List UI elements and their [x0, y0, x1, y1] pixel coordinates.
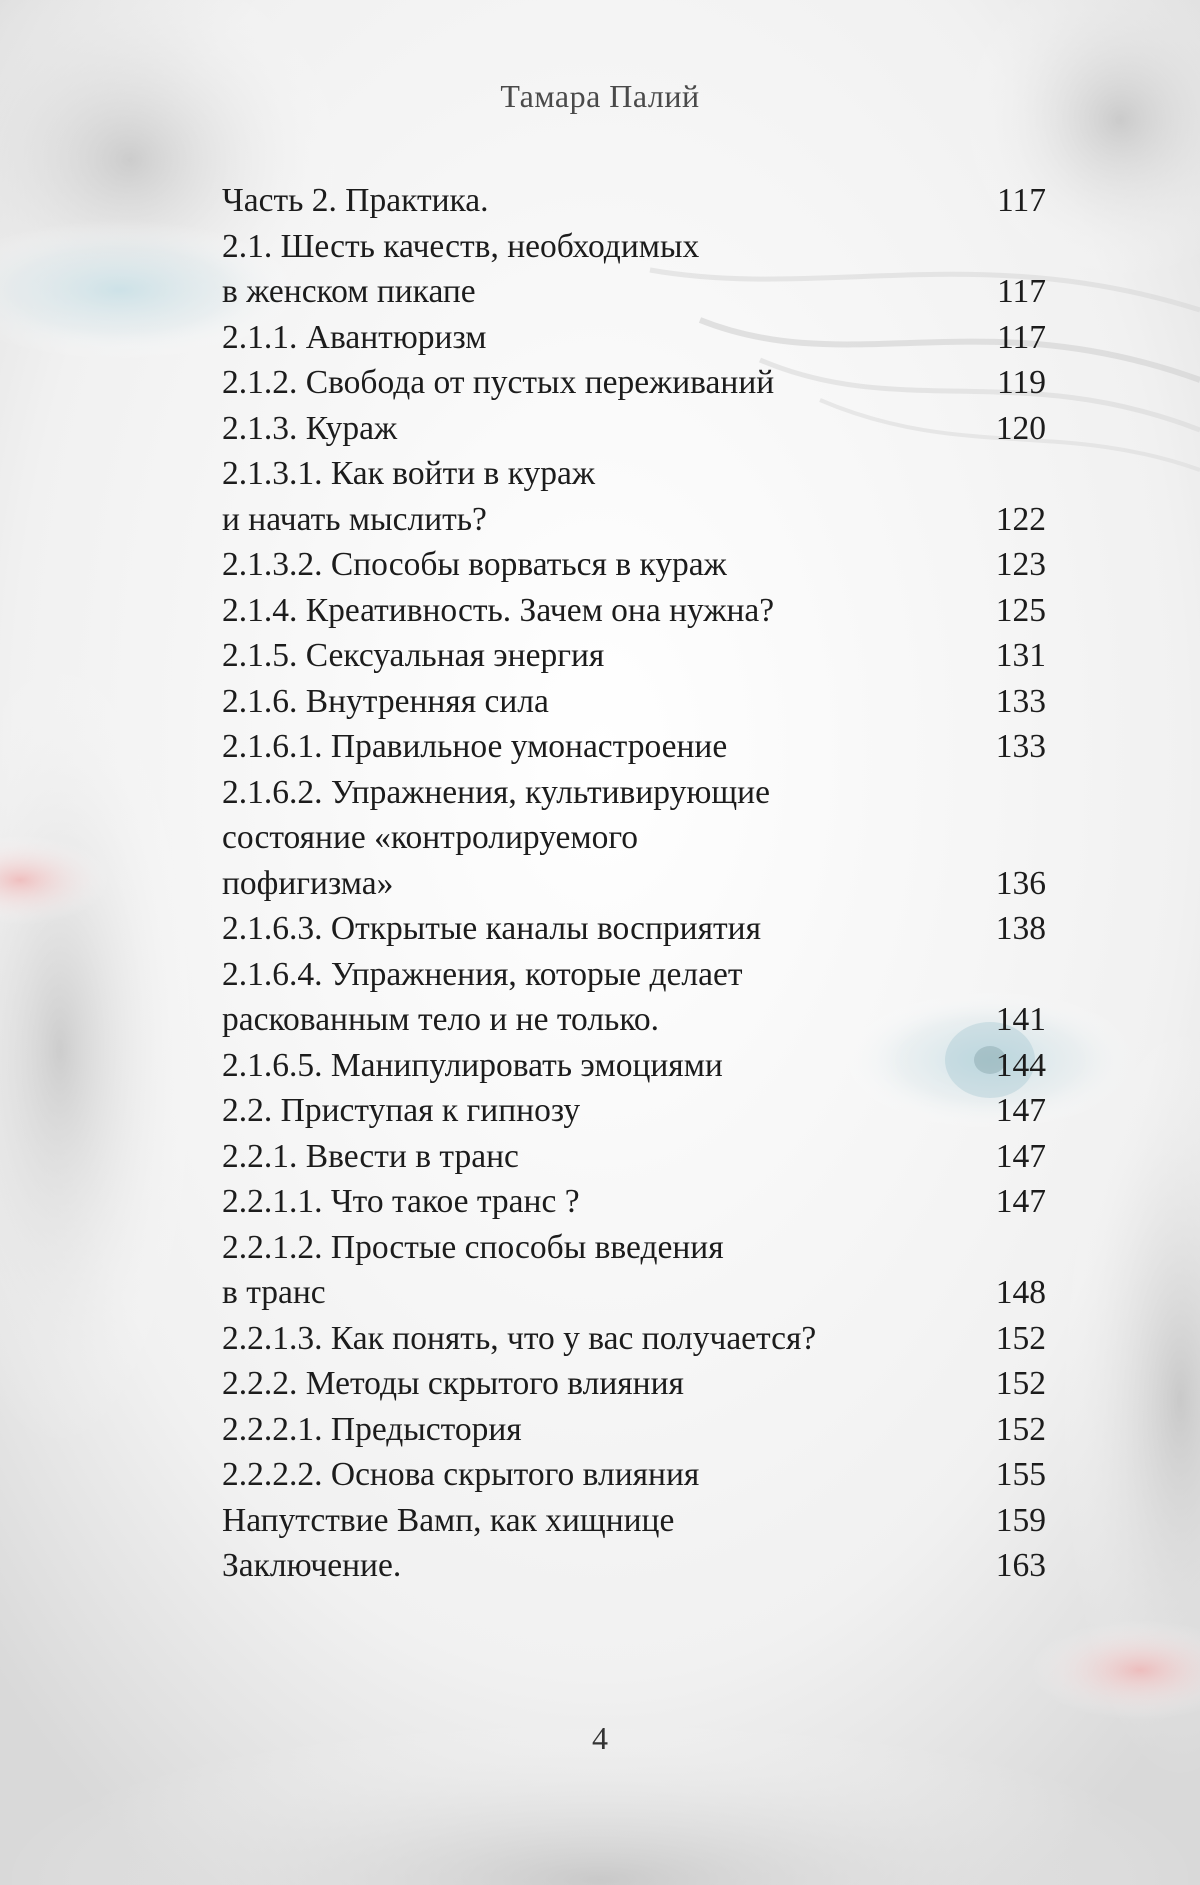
toc-entry-page: 159: [995, 1501, 1046, 1539]
toc-entry-title: 2.2.1.2. Простые способы введения в транс: [222, 1228, 724, 1311]
toc-entry-title: 2.1.6.1. Правильное умонастроение: [222, 728, 728, 765]
toc-entry-page: 125: [995, 591, 1046, 629]
toc-entry-page: 123: [995, 546, 1046, 583]
toc-entry: [222, 406, 1046, 452]
toc-entry-page: 144: [995, 1046, 1046, 1084]
toc-entry: [222, 1043, 1046, 1089]
toc-entry: [222, 224, 1046, 315]
toc-entry-title: 2.2.2.1. Предыстория: [222, 1410, 522, 1448]
toc-entry-page: 120: [995, 409, 1046, 447]
toc-entry-title: 2.2.1. Ввести в транс: [222, 1137, 519, 1175]
toc-entry-title: 2.1.6.3. Открытые каналы восприятия: [222, 910, 761, 947]
toc-entry-title: 2.2.1.1. Что такое транс ?: [222, 1183, 580, 1220]
toc-entry: [222, 1452, 1046, 1498]
toc-entry: [222, 1316, 1046, 1362]
toc-entry: [222, 724, 1046, 770]
toc-entry-title: 2.1.6.5. Манипулировать эмоциями: [222, 1046, 723, 1084]
toc-entry-page: 117: [996, 318, 1046, 356]
toc-entry-title: 2.1.5. Сексуальная энергия: [222, 637, 605, 674]
toc-entry-title: Часть 2. Практика.: [222, 182, 489, 219]
toc-entry-title: 2.1. Шесть качеств, необходимых в женском пикапе: [222, 227, 700, 310]
toc-entry: [222, 1179, 1046, 1225]
toc-entry-title: 2.2.2.2. Основа скрытого влияния: [222, 1456, 700, 1493]
toc-entry-title: 2.2.2. Методы скрытого влияния: [222, 1365, 684, 1402]
toc-entry-page: 163: [995, 1547, 1046, 1584]
toc-entry: [222, 542, 1046, 588]
toc-entry-page: 147: [995, 1092, 1046, 1129]
toc-entry-title: 2.1.3.1. Как войти в кураж и начать мыслить?: [222, 455, 596, 538]
toc-entry-page: 147: [995, 1137, 1046, 1175]
toc-entry: [222, 1134, 1046, 1180]
toc-entry: [222, 451, 1046, 542]
toc-entry-title: 2.1.3. Кураж: [222, 409, 398, 447]
toc-entry-page: 138: [995, 910, 1046, 947]
toc-entry-page: 152: [995, 1319, 1046, 1357]
toc-entry-title: 2.1.6.2. Упражнения, культивирующие состояние «контролируемого пофигизма»: [222, 773, 770, 902]
toc-entry-title: 2.1.1. Авантюризм: [222, 318, 487, 356]
toc-entry-title: 2.1.6. Внутренняя сила: [222, 682, 549, 720]
toc-entry: [222, 1543, 1046, 1589]
toc-entry-page: 117: [996, 273, 1046, 310]
toc-entry: [222, 633, 1046, 679]
toc-entry-page: 119: [996, 364, 1046, 401]
toc-entry-page: 141: [995, 1001, 1046, 1038]
toc-entry-page: 133: [995, 682, 1046, 720]
table-of-contents: [222, 178, 1046, 1589]
toc-entry: [222, 679, 1046, 725]
toc-entry: [222, 906, 1046, 952]
toc-entry-title: 2.1.4. Креативность. Зачем она нужна?: [222, 591, 775, 629]
toc-entry-title: 2.2. Приступая к гипнозу: [222, 1092, 581, 1129]
toc-entry: [222, 1088, 1046, 1134]
toc-entry: [222, 1361, 1046, 1407]
toc-entry-page: 117: [996, 182, 1046, 219]
toc-entry-title: 2.1.6.4. Упражнения, которые делает раскованным тело и не только.: [222, 955, 743, 1038]
toc-entry-title: 2.2.1.3. Как понять, что у вас получается?: [222, 1319, 817, 1357]
toc-entry-page: 155: [995, 1456, 1046, 1493]
toc-entry-title: 2.1.2. Свобода от пустых переживаний: [222, 364, 775, 401]
toc-entry-page: 136: [995, 864, 1046, 902]
toc-entry-title: Напутствие Вамп, как хищнице: [222, 1501, 675, 1539]
toc-entry: [222, 770, 1046, 907]
toc-entry: [222, 1407, 1046, 1453]
toc-entry: [222, 315, 1046, 361]
toc-entry-page: 122: [995, 500, 1046, 538]
page-number: 4: [592, 1720, 608, 1756]
toc-entry: [222, 178, 1046, 224]
running-header-author: Тамара Палий: [500, 78, 700, 114]
toc-entry-title: 2.1.3.2. Способы ворваться в кураж: [222, 546, 727, 583]
toc-entry-page: 131: [995, 637, 1046, 674]
toc-entry-page: 133: [995, 728, 1046, 765]
toc-entry-page: 148: [995, 1274, 1046, 1311]
toc-entry-page: 147: [995, 1183, 1046, 1220]
toc-entry: [222, 588, 1046, 634]
toc-entry: [222, 1225, 1046, 1316]
toc-entry-page: 152: [995, 1410, 1046, 1448]
toc-entry: [222, 360, 1046, 406]
toc-entry-page: 152: [995, 1365, 1046, 1402]
toc-entry-title: Заключение.: [222, 1547, 402, 1584]
toc-entry: [222, 952, 1046, 1043]
toc-entry: [222, 1498, 1046, 1544]
